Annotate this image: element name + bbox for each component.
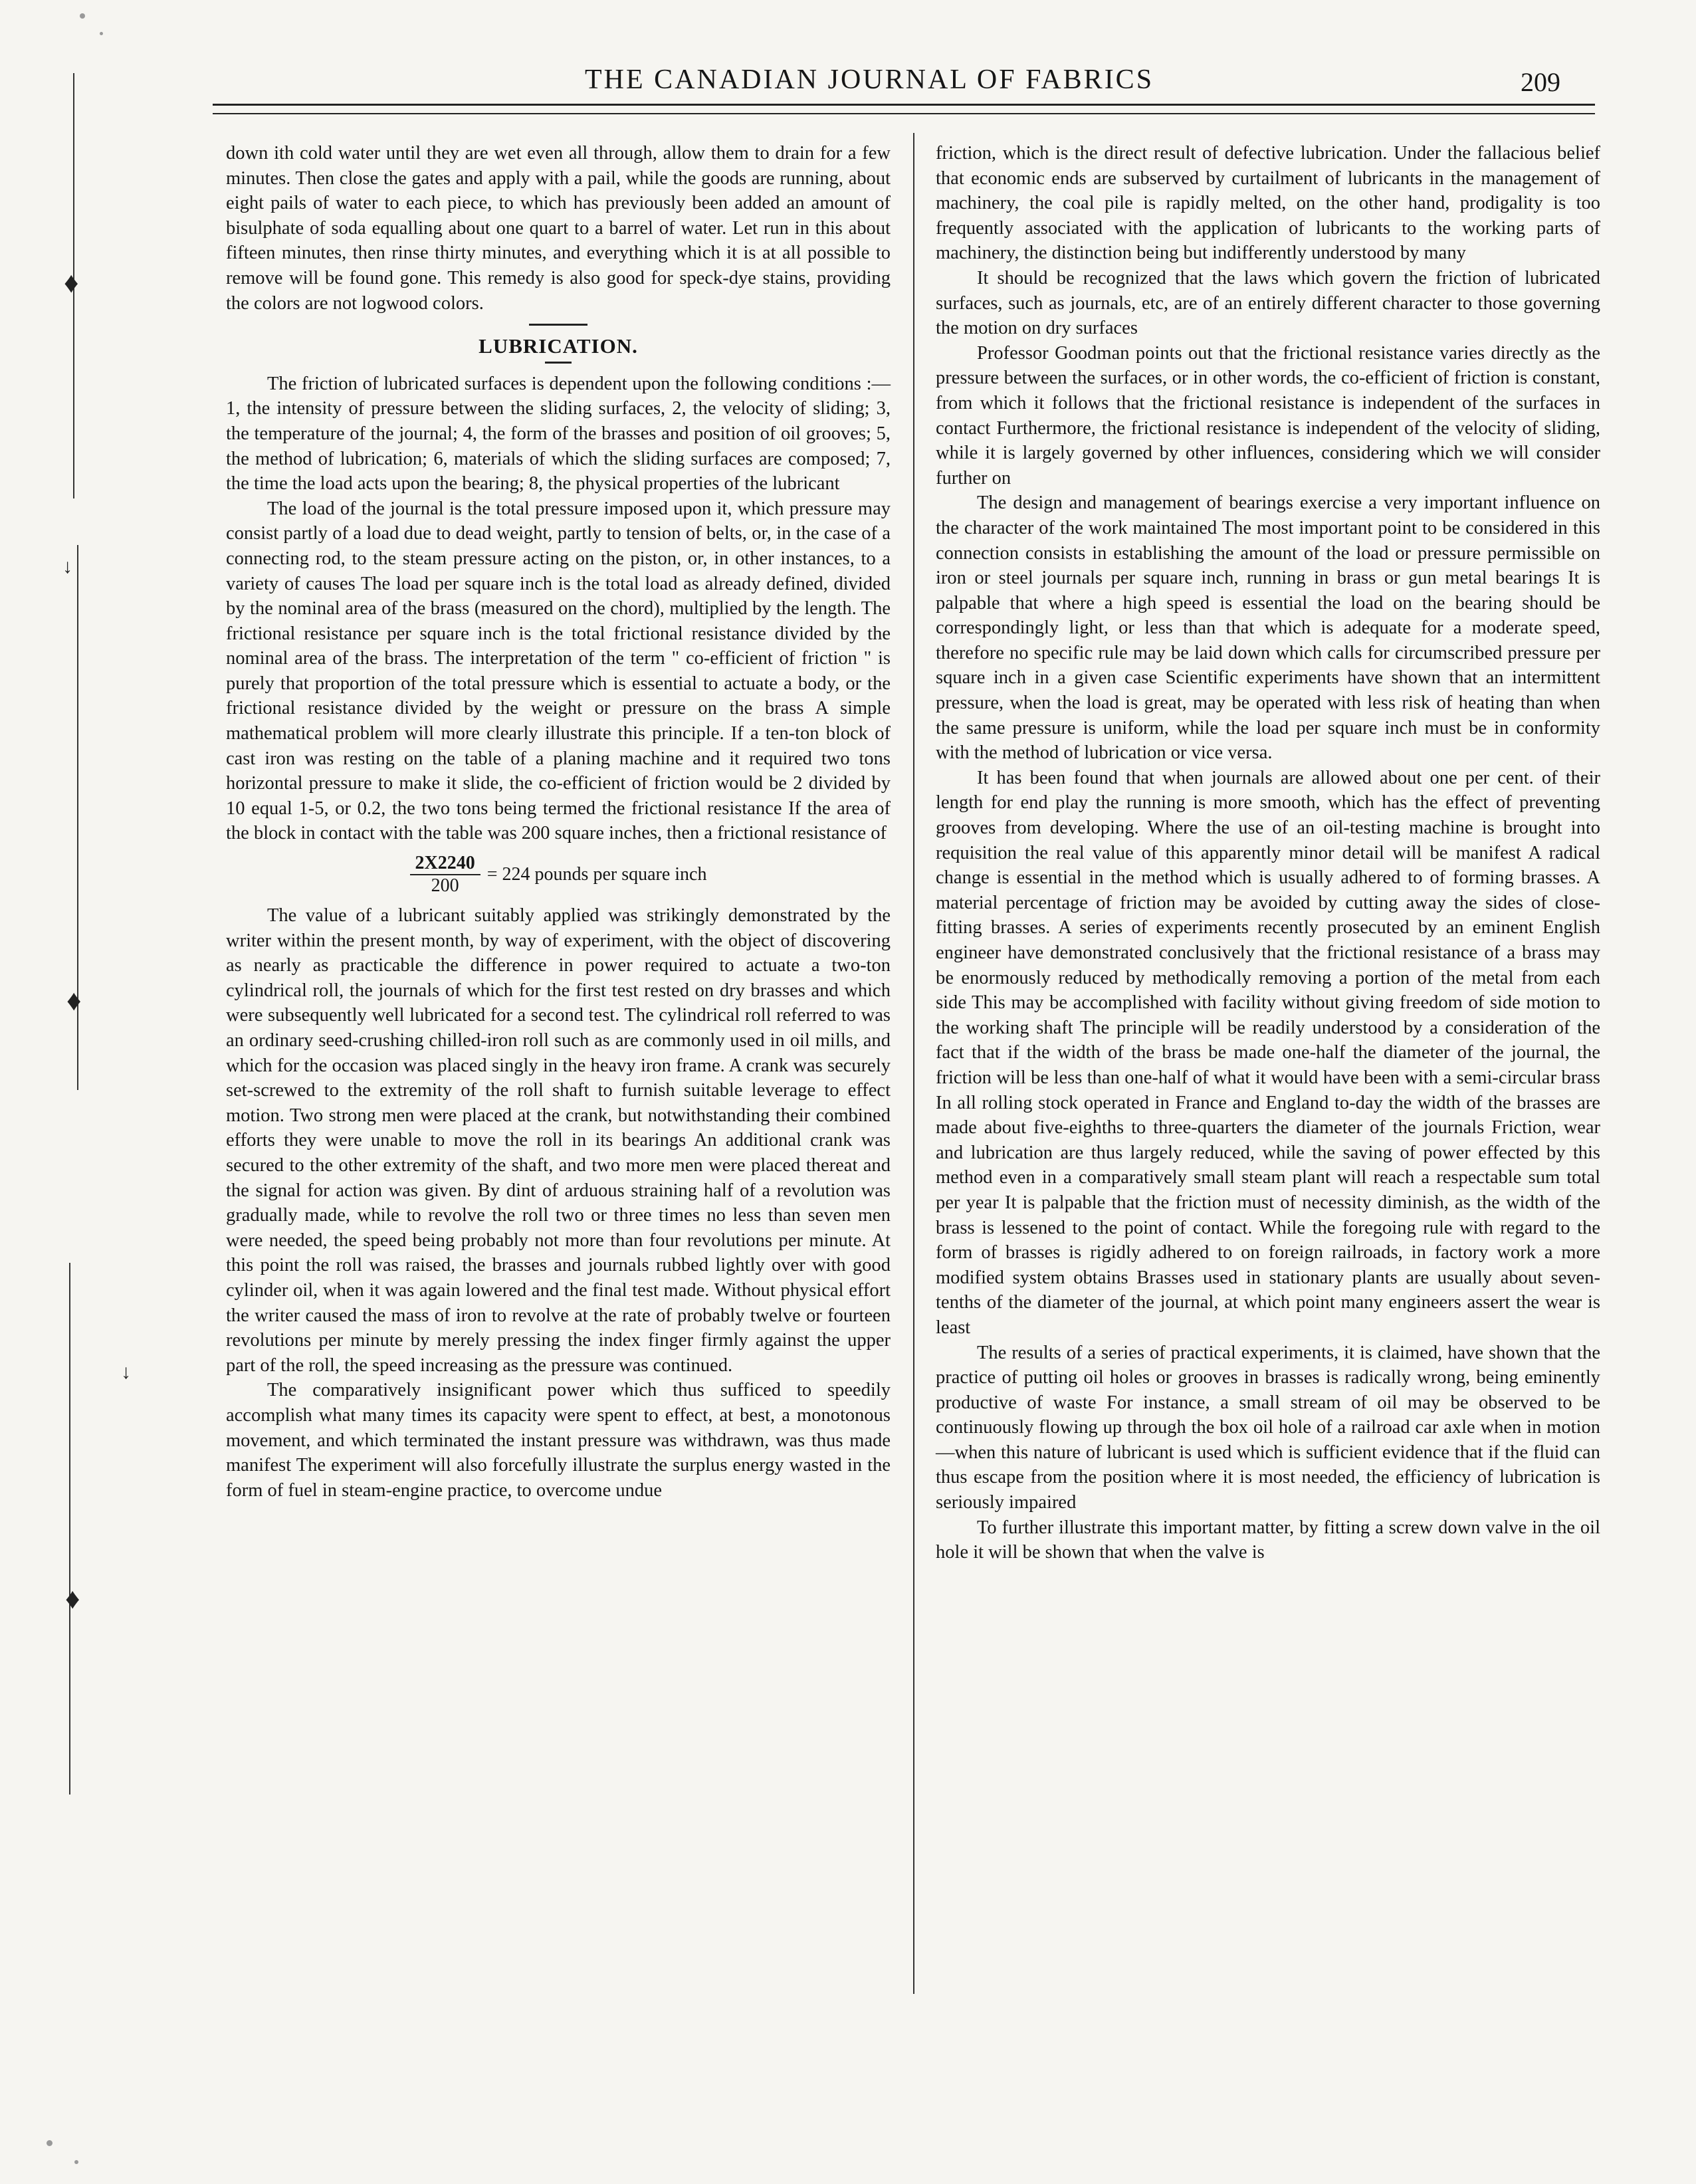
binding-edge-line [69,1263,70,1795]
paragraph: It has been found that when journals are allowed about one per cent. of their length for end play the running is more smooth, which has the effect of preventing grooves from developing. Where the use of an oil-testing machine is brought into requisition the real value of this apparently minor detail will be manifest A radical change is essential in the method which is usually adhered to of forming brasses. A material percentage of friction may be avoided by cutting away the sides of close-fitting brasses. A series of experiments recently prosecuted by an eminent English engineer have demonstrated conclusively that the frictional resistance of a brass may be enormously reduced by methodically removing a portion of the metal from each side This may be accomplished with facility without giving freedom of side motion to the working shaft The principle will be readily understood by a consideration of the fact that if the width of the brass be made one-half the diameter of the journal, the friction will be less than one-half of what it would have been with a semi-circular brass In all rolling stock operated in France and England to-day the width of the brasses are made about five-eighths to three-quarters the diameter of the journals Friction, wear and lubrication are thus largely reduced, while the saving of power effected by this method even in a comparatively small steam plant will reach a respectable sum total per year It is palpable that the friction must of necessity diminish, as the width of the brass is lessened to the point of contact. While the foregoing rule with regard to the form of brasses is rigidly adhered to on foreign railroads, in factory work a more modified system obtains Brasses used in stationary plants are usually about seven-tenths of the diameter of the journal, at which point many engineers assert the wear is least [936,767,1600,1338]
margin-arrow-mark: ↓ [121,1361,131,1383]
journal-title: THE CANADIAN JOURNAL OF FABRICS [585,64,1154,95]
heading-underline [545,362,572,364]
paragraph: Professor Goodman points out that the frictional resistance varies directly as the pressure between the surfaces, or in other words, the co-efficient of friction is constant, from which it follows that the frictional resistance is independent of the surfaces in contact Furthermore, the frictional resistance is independent of the velocity of sliding, while it is largely governed by other influences, considering which we will consider further on [936,342,1600,489]
header-rule [213,104,1595,106]
paragraph: friction, which is the direct result of defective lubrication. Under the fallacious belief that economic ends are subserved by curtailment of lubricants in the management of machinery, the coal pile is rapidly melted, on the other hand, prodigality is too frequently associated with the application of lubricants to the working parts of machinery, the distinction being but indifferently understood by many [936,143,1600,264]
intro-paragraph: down ith cold water until they are wet even all through, allow them to drain for a few minutes. Then close the gates and apply with a pail, while the goods are running, about eight pails of water to each piece, to which has previously been added an amount of bisulphate of soda equalling about one quart to a barrel of water. Let run in this about fifteen minutes, then rinse thirty minutes, and everything which it is at all possible to remove will be found gone. This remedy is also good for speck-dye stains, providing the colors are not logwood colors. [226,143,891,314]
scan-speck [100,32,103,35]
scan-speck [80,13,85,19]
paragraph: It should be recognized that the laws which govern the friction of lubricated surfaces, such as journals, etc, are of an entirely different character to those governing the motion on dry surfaces [936,267,1600,339]
page-number: 209 [1521,67,1560,97]
margin-diamond-mark: ♦ [64,267,79,299]
formula-result: = 224 pounds per square inch [486,864,707,885]
header-rule [213,113,1595,114]
column-divider [913,133,914,1994]
paragraph: The load of the journal is the total pressure imposed upon it, which pressure may consist partly of a load due to dead weight, partly to tension of belts, or, in the case of a connecting rod, to the steam pressure acting on the piston, or, in other instances, to a variety of causes The load per square inch is the total load as already defined, divided by the nominal area of the brass (measured on the chord), multiplied by the length. The frictional resistance per square inch is the total frictional resistance divided by the nominal area of the brass. The interpretation of the term " co-efficient of friction " is purely that proportion of the total pressure which is essential to actuate a body, or the frictional resistance divided by the weight or pressure on the brass A simple mathematical problem will more clearly illustrate this principle. If a ten-ton block of cast iron was resting on the table of a planing machine and it required two tons horizontal pressure to make it slide, the co-efficient of friction would be 2 divided by 10 equal 1-5, or 0.2, the two tons being termed the frictional resistance If the area of the block in contact with the table was 200 square inches, then a frictional resistance of [226,498,891,844]
paragraph: The friction of lubricated surfaces is dependent upon the following conditions :—1, the intensity of pressure between the sliding surfaces, 2, the velocity of sliding; 3, the temperature of the journal; 4, the form of the brasses and position of oil grooves; 5, the method of lubrication; 6, materials of which the sliding surfaces are composed; 7, the time the load acts upon the bearing; 8, the physical properties of the lubricant [226,373,891,494]
left-column [226,141,891,1503]
friction-formula [226,853,891,897]
formula-fraction [410,853,480,897]
formula-denominator: 200 [431,875,459,897]
section-heading: LUBRICATION. [478,334,638,358]
scan-speck [47,2140,53,2146]
paragraph: The comparatively insignificant power which thus sufficed to speedily accomplish what many times its capacity were spent to effect, at best, a monotonous movement, and which terminated the instant pressure was withdrawn, was thus made manifest The experiment will also forcefully illustrate the surplus energy wasted in the form of fuel in steam-engine practice, to overcome undue [226,1380,891,1501]
paragraph: The value of a lubricant suitably applied was strikingly demonstrated by the writer within the present month, by way of experiment, with the object of discovering as nearly as practicable the difference in power required to actuate a two-ton cylindrical roll, the journals of which for the first test rested on dry brasses and which were subsequently well lubricated for a second test. The cylindrical roll referred to was an ordinary seed-crushing chilled-iron roll such as are commonly used in oil mills, and which for the occasion was placed singly in the heavy iron frame. A crank was securely set-screwed to the extremity of the roll shaft to furnish suitable leverage to effect motion. Two strong men were placed at the crank, but notwithstanding their combined efforts they were unable to move the roll in its bearings An additional crank was secured to the other extremity of the shaft, and two more men were placed thereat and the signal for action was given. By dint of arduous straining half of a revolution was gradually made, while to revolve the roll two or three times no less than seven men were needed, the speed being probably not more than four revolutions per minute. At this point the roll was raised, the brasses and journals rubbed lightly over with good cylinder oil, when it was again lowered and the final test made. Without physical effort the writer caused the mass of iron to revolve at the rate of probably twelve or fourteen revolutions per minute by merely pressing the index finger firmly against the upper part of the roll, the speed increasing as the pressure was continued. [226,905,891,1376]
section-rule [529,324,587,326]
formula-numerator: 2X2240 [410,853,480,875]
paragraph: To further illustrate this important matter, by fitting a screw down valve in the oil hole it will be shown that when the valve is [936,1517,1600,1563]
margin-arrow-mark: ↓ [62,556,72,578]
right-column [936,141,1600,1565]
scan-speck [74,2160,78,2164]
margin-diamond-mark: ♦ [66,984,82,1017]
paragraph: The results of a series of practical experiments, it is claimed, have shown that the practice of putting oil holes or grooves in brasses is radically wrong, being eminently productive of waste For instance, a small stream of oil may be observed to be continuously flowing up through the box oil hole of a railroad car axle when in motion—when this nature of lubricant is used which is sufficient evidence that if the fluid can thus escape from the position where it is most needed, the efficiency of lubrication is seriously impaired [936,1342,1600,1513]
paragraph: The design and management of bearings exercise a very important influence on the character of the work maintained The most important point to be considered in this connection consists in establishing the amount of the load or pressure permissible on iron or steel journals per square inch, running in brass or gun metal bearings It is palpable that where a high speed is essential the load on the bearing should be correspondingly light, or less than that which is adequate for a moderate speed, therefore no specific rule may be laid down which calls for circumscribed pressure per square inch in a given case Scientific experiments have shown that an intermittent pressure, when the load is great, may be operated with less risk of heating than when the same pressure is uniform, while the load per square inch must be in conformity with the method of lubrication or vice versa. [936,492,1600,764]
margin-diamond-mark: ♦ [65,1583,80,1615]
